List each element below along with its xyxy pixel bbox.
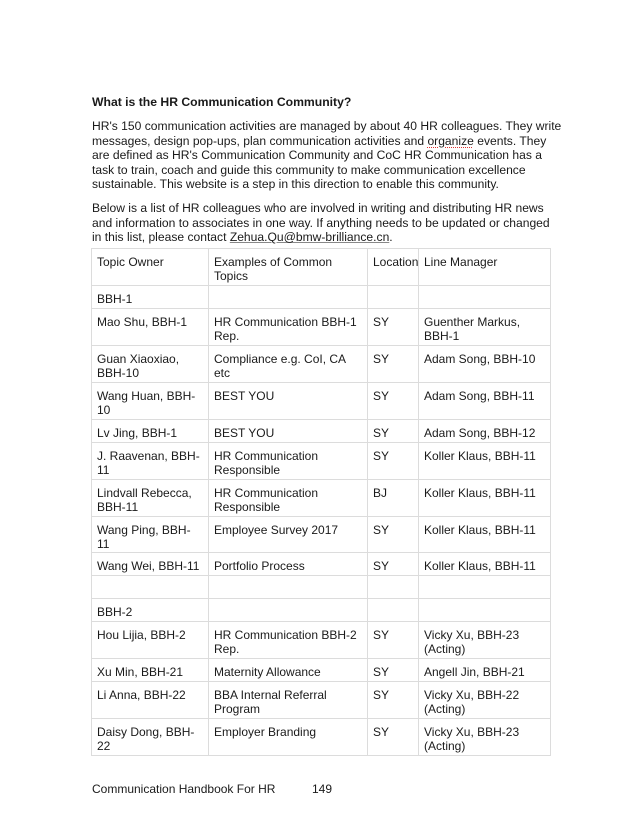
table-cell: Employer Branding bbox=[209, 718, 368, 755]
column-header: Topic Owner bbox=[92, 249, 209, 286]
spellcheck-flagged-word[interactable]: organize bbox=[427, 133, 474, 148]
group-row bbox=[92, 598, 551, 621]
table-cell bbox=[419, 286, 551, 309]
table-cell: BBA Internal Referral Program bbox=[209, 681, 368, 718]
table-cell: SY bbox=[368, 517, 419, 553]
table-cell: Wang Huan, BBH-10 bbox=[92, 383, 209, 420]
table-row bbox=[92, 309, 551, 346]
footer-title: Communication Handbook For HR bbox=[92, 782, 276, 796]
group-row bbox=[92, 286, 551, 309]
page-number: 149 bbox=[312, 782, 333, 796]
table-cell: Guan Xiaoxiao, BBH-10 bbox=[92, 346, 209, 383]
table-cell: Li Anna, BBH-22 bbox=[92, 681, 209, 718]
table-cell bbox=[368, 286, 419, 309]
table-row bbox=[92, 420, 551, 443]
table-cell: SY bbox=[368, 621, 419, 658]
table-cell: SY bbox=[368, 658, 419, 681]
table-cell: Koller Klaus, BBH-11 bbox=[419, 443, 551, 480]
table-cell: Vicky Xu, BBH-22 (Acting) bbox=[419, 681, 551, 718]
table-row bbox=[92, 517, 551, 553]
table-cell: Koller Klaus, BBH-11 bbox=[419, 517, 551, 553]
table-cell: J. Raavenan, BBH-11 bbox=[92, 443, 209, 480]
table-cell: Koller Klaus, BBH-11 bbox=[419, 480, 551, 517]
table-cell: SY bbox=[368, 718, 419, 755]
table-cell: SY bbox=[368, 681, 419, 718]
table-cell bbox=[209, 598, 368, 621]
table-cell: Lindvall Rebecca, BBH-11 bbox=[92, 480, 209, 517]
table-cell: Koller Klaus, BBH-11 bbox=[419, 552, 551, 575]
table-cell: HR Communication Responsible bbox=[209, 480, 368, 517]
table-row bbox=[92, 480, 551, 517]
table-cell: Adam Song, BBH-10 bbox=[419, 346, 551, 383]
list-intro-paragraph bbox=[92, 201, 562, 245]
table-cell: Daisy Dong, BBH-22 bbox=[92, 718, 209, 755]
table-cell bbox=[209, 575, 368, 598]
table-cell: Wang Ping, BBH-11 bbox=[92, 517, 209, 553]
table-cell: Compliance e.g. CoI, CA etc bbox=[209, 346, 368, 383]
table-cell: Xu Min, BBH-21 bbox=[92, 658, 209, 681]
table-cell: Portfolio Process bbox=[209, 552, 368, 575]
table-cell: Guenther Markus, BBH-1 bbox=[419, 309, 551, 346]
table-cell: Hou Lijia, BBH-2 bbox=[92, 621, 209, 658]
table-cell: Maternity Allowance bbox=[209, 658, 368, 681]
table-cell: BEST YOU bbox=[209, 383, 368, 420]
intro-text-start: HR's 150 communication activities are managed by about 40 HR colleagues. They write messages, design pop-ups, plan communication activities and bbox=[92, 119, 562, 148]
table-cell: HR Communication BBH-2 Rep. bbox=[209, 621, 368, 658]
table-cell: Lv Jing, BBH-1 bbox=[92, 420, 209, 443]
table-cell: Adam Song, BBH-11 bbox=[419, 383, 551, 420]
topic-owner-table bbox=[91, 248, 551, 756]
table-cell: HR Communication BBH-1 Rep. bbox=[209, 309, 368, 346]
table-cell: BJ bbox=[368, 480, 419, 517]
table-row bbox=[92, 681, 551, 718]
section-heading: What is the HR Communication Community? bbox=[92, 95, 352, 109]
table-cell bbox=[368, 598, 419, 621]
table-cell: SY bbox=[368, 443, 419, 480]
table-cell: HR Communication Responsible bbox=[209, 443, 368, 480]
table-cell: Wang Wei, BBH-11 bbox=[92, 552, 209, 575]
table-row bbox=[92, 658, 551, 681]
table-row bbox=[92, 383, 551, 420]
table-cell: Vicky Xu, BBH-23 (Acting) bbox=[419, 718, 551, 755]
table-row bbox=[92, 443, 551, 480]
table-header-row bbox=[92, 249, 551, 286]
table-cell: SY bbox=[368, 309, 419, 346]
column-header: Location bbox=[368, 249, 419, 286]
table-cell bbox=[368, 575, 419, 598]
table-row bbox=[92, 575, 551, 598]
table-row bbox=[92, 621, 551, 658]
intro-paragraph bbox=[92, 119, 562, 192]
column-header: Line Manager bbox=[419, 249, 551, 286]
table-cell: BBH-2 bbox=[92, 598, 209, 621]
list-intro-text: Below is a list of HR colleagues who are involved in writing and distributing HR news and information to associates in one way. If anything needs to be updated or changed in this list, please contact bbox=[92, 201, 550, 245]
table-cell: Mao Shu, BBH-1 bbox=[92, 309, 209, 346]
table-cell: SY bbox=[368, 420, 419, 443]
list-intro-end: . bbox=[389, 230, 393, 245]
table-row bbox=[92, 718, 551, 755]
table-cell bbox=[92, 575, 209, 598]
table-cell: BBH-1 bbox=[92, 286, 209, 309]
table-cell: BEST YOU bbox=[209, 420, 368, 443]
table-cell: SY bbox=[368, 552, 419, 575]
table-cell: Angell Jin, BBH-21 bbox=[419, 658, 551, 681]
table-cell: Vicky Xu, BBH-23 (Acting) bbox=[419, 621, 551, 658]
table-cell: SY bbox=[368, 346, 419, 383]
table-cell: SY bbox=[368, 383, 419, 420]
column-header: Examples of Common Topics bbox=[209, 249, 368, 286]
table-row bbox=[92, 346, 551, 383]
table-cell bbox=[209, 286, 368, 309]
table-cell bbox=[419, 598, 551, 621]
table-cell: Employee Survey 2017 bbox=[209, 517, 368, 553]
contact-email-link[interactable]: Zehua.Qu@bmw-brilliance.cn bbox=[229, 230, 390, 245]
intro-text-end: events. They are defined as HR's Communication Community and CoC HR Communication has a task to train, coach and guide this community to make communication excellence sustainable. This website is a step in this direction to enable this community. bbox=[92, 133, 547, 192]
table-cell bbox=[419, 575, 551, 598]
table-row bbox=[92, 552, 551, 575]
table-cell: Adam Song, BBH-12 bbox=[419, 420, 551, 443]
